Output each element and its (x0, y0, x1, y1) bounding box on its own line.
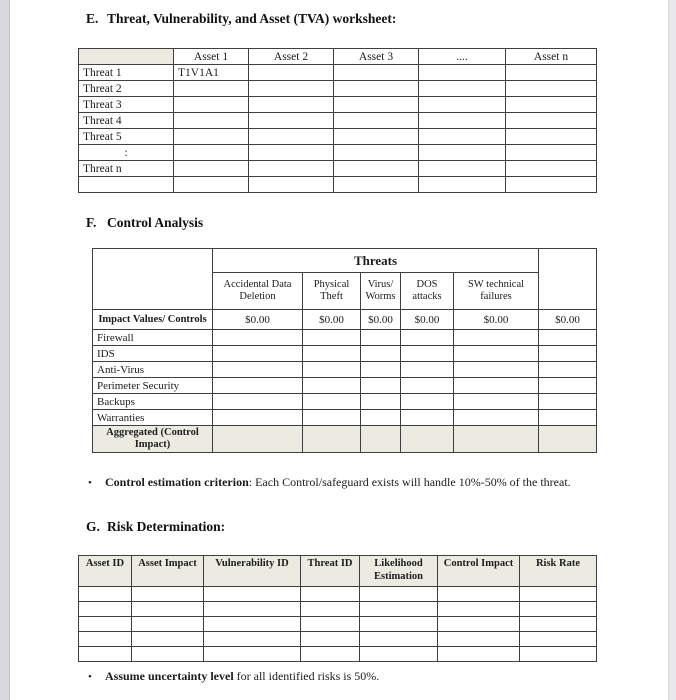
section-f-number: F. (86, 215, 97, 230)
tva-row-label (79, 177, 174, 193)
tva-row-label: Threat 4 (79, 113, 174, 129)
bullet-icon: • (88, 477, 92, 489)
control-row-label: Anti-Virus (93, 362, 213, 378)
tva-cell (506, 65, 597, 81)
tva-cell (334, 161, 419, 177)
tva-cell (419, 129, 506, 145)
risk-cell (79, 632, 132, 647)
impact-value-cell: $0.00 (213, 310, 303, 330)
aggregated-cell (213, 426, 303, 453)
risk-cell (204, 647, 301, 662)
control-row-backups (93, 394, 597, 410)
risk-cell (79, 602, 132, 617)
aggregated-cell (539, 426, 597, 453)
tva-cell (249, 97, 334, 113)
tva-cell (334, 177, 419, 193)
risk-cell (204, 587, 301, 602)
control-cell (213, 378, 303, 394)
section-f-heading (86, 215, 203, 231)
risk-empty-row (79, 632, 597, 647)
tva-row-threat3 (79, 97, 597, 113)
tva-cell (174, 113, 249, 129)
tva-corner-cell (79, 49, 174, 65)
control-cell (454, 346, 539, 362)
control-cell (454, 394, 539, 410)
section-g-title: Risk Determination: (107, 519, 226, 534)
bullet-rest-text: : Each Control/safeguard exists will handle 10%-50% of the threat. (248, 475, 571, 489)
risk-cell (438, 617, 520, 632)
tva-row-threat1 (79, 65, 597, 81)
risk-cell (79, 587, 132, 602)
control-row-antivirus (93, 362, 597, 378)
risk-col-header: Vulnerability ID (204, 556, 301, 587)
risk-cell (360, 602, 438, 617)
risk-cell (301, 602, 360, 617)
risk-col-header: Asset Impact (132, 556, 204, 587)
tva-cell (506, 161, 597, 177)
control-cell (361, 378, 401, 394)
risk-col-header: Risk Rate (520, 556, 597, 587)
control-row-ids (93, 346, 597, 362)
risk-cell (79, 617, 132, 632)
risk-cell (132, 617, 204, 632)
control-row-label: Backups (93, 394, 213, 410)
risk-col-header: Asset ID (79, 556, 132, 587)
control-row-firewall (93, 330, 597, 346)
tva-row-label: Threat n (79, 161, 174, 177)
bullet-bold-text: Assume uncertainty level (105, 669, 234, 683)
control-cell (454, 378, 539, 394)
tva-cell (174, 177, 249, 193)
tva-cell (419, 161, 506, 177)
risk-cell (79, 647, 132, 662)
control-analysis-table (92, 248, 597, 453)
tva-cell (174, 129, 249, 145)
risk-cell (204, 632, 301, 647)
control-cell (454, 410, 539, 426)
control-cell (361, 362, 401, 378)
risk-cell (520, 602, 597, 617)
tva-cell (249, 161, 334, 177)
tva-row-label: Threat 3 (79, 97, 174, 113)
tva-cell (506, 129, 597, 145)
aggregated-row (93, 426, 597, 453)
risk-cell (520, 632, 597, 647)
tva-row-ellipsis (79, 145, 597, 161)
control-row-label: IDS (93, 346, 213, 362)
tva-cell (419, 65, 506, 81)
control-cell (401, 346, 454, 362)
tva-cell (249, 177, 334, 193)
control-row-label: Perimeter Security (93, 378, 213, 394)
risk-cell (438, 632, 520, 647)
window-edge-left (0, 0, 10, 700)
tva-cell (334, 113, 419, 129)
control-row-label: Warranties (93, 410, 213, 426)
tva-cell (506, 81, 597, 97)
tva-col-header: Asset 3 (334, 49, 419, 65)
aggregated-cell (401, 426, 454, 453)
tva-row-label: Threat 5 (79, 129, 174, 145)
risk-empty-row (79, 587, 597, 602)
tva-cell (249, 145, 334, 161)
tva-cell (419, 177, 506, 193)
control-blank-header-cell (539, 249, 597, 310)
bullet-uncertainty (88, 669, 379, 684)
threats-group-header: Threats (213, 249, 539, 273)
risk-col-header: Likelihood Estimation (360, 556, 438, 587)
control-cell (539, 346, 597, 362)
control-cell (401, 362, 454, 378)
control-cell (401, 410, 454, 426)
control-cell (303, 394, 361, 410)
control-cell (303, 330, 361, 346)
control-cell (539, 410, 597, 426)
risk-empty-row (79, 617, 597, 632)
control-cell (361, 346, 401, 362)
aggregated-cell (361, 426, 401, 453)
risk-cell (132, 632, 204, 647)
bullet-rest-text: for all identified risks is 50%. (233, 669, 380, 683)
control-cell (401, 394, 454, 410)
control-cell (213, 330, 303, 346)
risk-empty-row (79, 602, 597, 617)
risk-determination-table (78, 555, 597, 662)
threat-col-header: DOS attacks (401, 273, 454, 310)
control-cell (303, 346, 361, 362)
tva-col-header: Asset n (506, 49, 597, 65)
tva-col-header: .... (419, 49, 506, 65)
control-cell (303, 410, 361, 426)
control-cell (361, 330, 401, 346)
impact-values-label: Impact Values/ Controls (93, 310, 213, 330)
control-cell (539, 378, 597, 394)
tva-row-threatn (79, 161, 597, 177)
tva-cell-t1v1a1: T1V1A1 (174, 65, 249, 81)
threats-group-row (93, 249, 597, 273)
control-row-label: Firewall (93, 330, 213, 346)
control-cell (401, 378, 454, 394)
risk-cell (438, 602, 520, 617)
control-cell (454, 330, 539, 346)
tva-cell (249, 81, 334, 97)
control-cell (213, 394, 303, 410)
tva-col-header: Asset 1 (174, 49, 249, 65)
risk-cell (132, 587, 204, 602)
control-cell (539, 394, 597, 410)
risk-cell (520, 617, 597, 632)
control-cell (361, 394, 401, 410)
control-cell (401, 330, 454, 346)
threat-col-header: Accidental Data Deletion (213, 273, 303, 310)
tva-row-label: : (79, 145, 174, 161)
aggregated-cell (454, 426, 539, 453)
tva-cell (249, 113, 334, 129)
impact-value-cell: $0.00 (454, 310, 539, 330)
risk-cell (301, 617, 360, 632)
control-row-perimeter (93, 378, 597, 394)
tva-worksheet-table (78, 48, 597, 193)
bullet-icon: • (88, 671, 92, 683)
tva-cell (174, 161, 249, 177)
section-g-heading (86, 519, 225, 535)
threat-col-header: Physical Theft (303, 273, 361, 310)
control-cell (454, 362, 539, 378)
tva-cell (334, 145, 419, 161)
impact-value-cell: $0.00 (361, 310, 401, 330)
threat-col-header: Virus/ Worms (361, 273, 401, 310)
tva-cell (249, 65, 334, 81)
risk-cell (360, 587, 438, 602)
aggregated-cell (303, 426, 361, 453)
risk-cell (204, 617, 301, 632)
bullet-control-estimation (88, 475, 571, 490)
risk-cell (520, 647, 597, 662)
tva-cell (174, 97, 249, 113)
impact-values-row (93, 310, 597, 330)
impact-value-cell: $0.00 (303, 310, 361, 330)
tva-cell (506, 177, 597, 193)
control-cell (213, 362, 303, 378)
tva-cell (506, 145, 597, 161)
risk-cell (360, 617, 438, 632)
risk-empty-row (79, 647, 597, 662)
control-cell (213, 346, 303, 362)
control-corner-cell (93, 249, 213, 310)
tva-col-header: Asset 2 (249, 49, 334, 65)
control-cell (303, 378, 361, 394)
tva-header-row (79, 49, 597, 65)
tva-row-threat2 (79, 81, 597, 97)
control-row-warranties (93, 410, 597, 426)
tva-row-threat4 (79, 113, 597, 129)
section-f-title: Control Analysis (107, 215, 204, 230)
section-e-number: E. (86, 11, 99, 26)
section-e-title: Threat, Vulnerability, and Asset (TVA) worksheet: (107, 11, 397, 26)
tva-cell (334, 81, 419, 97)
risk-cell (438, 587, 520, 602)
risk-header-row (79, 556, 597, 587)
risk-cell (301, 647, 360, 662)
tva-cell (174, 81, 249, 97)
tva-cell (419, 145, 506, 161)
risk-cell (360, 647, 438, 662)
section-g-number: G. (86, 519, 100, 534)
risk-cell (132, 602, 204, 617)
risk-cell (301, 587, 360, 602)
tva-cell (174, 145, 249, 161)
bullet-bold-text: Control estimation criterion (105, 475, 249, 489)
tva-row-label: Threat 1 (79, 65, 174, 81)
impact-value-cell: $0.00 (539, 310, 597, 330)
impact-value-cell: $0.00 (401, 310, 454, 330)
risk-cell (301, 632, 360, 647)
control-cell (213, 410, 303, 426)
aggregated-row-label: Aggregated (Control Impact) (93, 426, 213, 453)
tva-row-label: Threat 2 (79, 81, 174, 97)
threat-col-header: SW technical failures (454, 273, 539, 310)
tva-cell (249, 129, 334, 145)
tva-cell (334, 129, 419, 145)
tva-cell (334, 65, 419, 81)
risk-cell (360, 632, 438, 647)
risk-cell (204, 602, 301, 617)
risk-cell (520, 587, 597, 602)
tva-row-threat5 (79, 129, 597, 145)
tva-row-empty (79, 177, 597, 193)
control-cell (539, 362, 597, 378)
control-cell (303, 362, 361, 378)
risk-cell (132, 647, 204, 662)
section-e-heading (86, 11, 396, 27)
tva-cell (506, 113, 597, 129)
risk-col-header: Control Impact (438, 556, 520, 587)
risk-col-header: Threat ID (301, 556, 360, 587)
tva-cell (506, 97, 597, 113)
tva-cell (334, 97, 419, 113)
control-cell (539, 330, 597, 346)
window-edge-right (668, 0, 676, 700)
tva-cell (419, 81, 506, 97)
tva-cell (419, 97, 506, 113)
tva-cell (419, 113, 506, 129)
control-cell (361, 410, 401, 426)
risk-cell (438, 647, 520, 662)
